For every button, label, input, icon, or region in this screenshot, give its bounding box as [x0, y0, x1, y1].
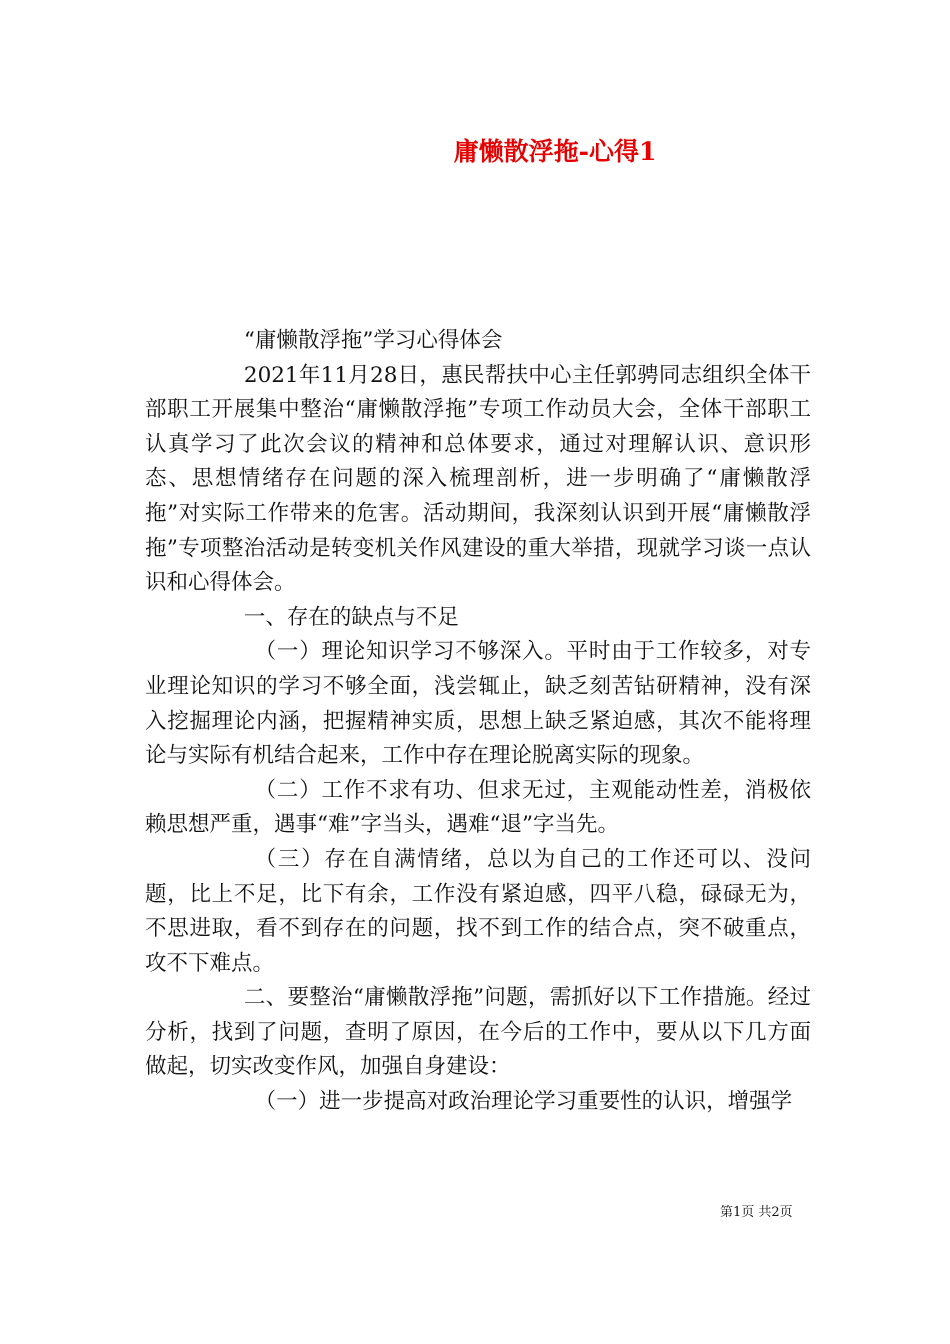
page-number: 第1页 共2页 [720, 1205, 793, 1220]
document-body [145, 324, 811, 1120]
section-heading-1: 一、存在的缺点与不足 [243, 604, 459, 630]
paragraph-point-3: （三）存在自满情绪，总以为自己的工作还可以、没问题，比上不足，比下有余，工作没有紧迫感，四平八稳，碌碌无为，不思进取，看不到存在的问题，找不到工作的结合点，突不破重点，攻不下难点。 [145, 846, 811, 976]
paragraph-point-2: （二）工作不求有功、但求无过，主观能动性差，消极依赖思想严重，遇事“难”字当头，遇难“退”字当先。 [145, 777, 811, 838]
essay-heading: “庸懒散浮拖”学习心得体会 [243, 328, 503, 353]
document-title: 庸懒散浮拖-心得1 [453, 137, 657, 166]
paragraph-point-1: （一）理论知识学习不够深入。平时由于工作较多，对专业理论知识的学习不够全面，浅尝辄止，缺乏刻苦钻研精神，没有深入挖掘理论内涵，把握精神实质，思想上缺乏紧迫感，其次不能将理论与实际有机结合起来，工作中存在理论脱离实际的现象。 [145, 639, 811, 769]
section-heading-2: 二、要整治“庸懒散浮拖”问题，需抓好以下工作措施。经过分析，找到了问题，查明了原因，在今后的工作中，要从以下几方面做起，切实改变作风，加强自身建设： [145, 985, 811, 1080]
paragraph-intro: 2021年11月28日，惠民帮扶中心主任郭骋同志组织全体干部职工开展集中整治“庸懒散浮拖”专项工作动员大会，全体干部职工认真学习了此次会议的精神和总体要求，通过对理解认识、意识形态、思想情绪存在问题的深入梳理剖析，进一步明确了“庸懒散浮拖”对实际工作带来的危害。活动期间，我深刻认识到开展“庸懒散浮拖”专项整治活动是转变机关作风建设的重大举措，现就学习谈一点认识和心得体会。 [145, 362, 811, 596]
paragraph-measure-1: （一）进一步提高对政治理论学习重要性的认识，增强学 [254, 1089, 793, 1115]
